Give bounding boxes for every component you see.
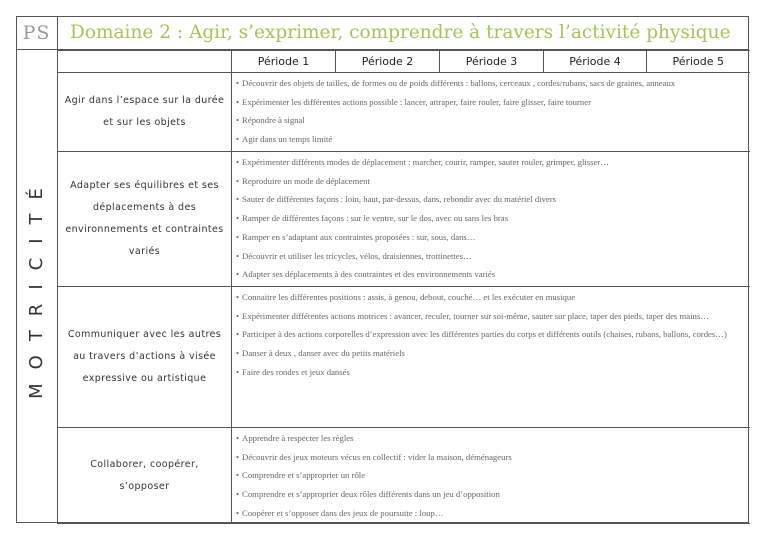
bullet-icon: • — [236, 507, 240, 518]
bullet-icon: • — [236, 134, 240, 145]
side-label-column — [16, 50, 58, 523]
period-header: Période 3 — [440, 51, 544, 73]
list-item: • Découvrir et utiliser les tricycles, vélos, draisiennes, trottinettes… — [236, 250, 472, 261]
bullet-icon: • — [236, 366, 240, 377]
bullet-icon: • — [236, 231, 240, 242]
table-row — [58, 287, 750, 428]
table-row — [58, 428, 750, 524]
list-item: • Coopérer et s’opposer dans des jeux de poursuite : loup… — [236, 507, 444, 518]
bullet-icon: • — [236, 292, 240, 302]
list-item: • Comprendre et s’approprier un rôle — [236, 470, 366, 481]
competence-items — [232, 73, 750, 152]
bullet-icon: • — [236, 213, 240, 224]
bullet-icon: • — [236, 329, 240, 340]
list-item: • Ramper en s’adaptant aux contraintes proposées : sur, sous, dans… — [236, 231, 476, 242]
competence-label: Collaborer, coopérer, s’opposer — [58, 428, 232, 524]
side-label: MOTRICITÉ — [26, 174, 48, 399]
bullet-icon: • — [236, 250, 240, 261]
bullet-icon: • — [236, 115, 240, 126]
bullet-icon: • — [236, 348, 240, 359]
competence-label: Agir dans l’espace sur la durée et sur les objets — [58, 73, 232, 152]
list-item: • Agir dans un temps limité — [236, 134, 333, 145]
list-item: • Apprendre à respecter les règles — [236, 433, 354, 443]
list-item: • Danser à deux , danser avec du petits matériels — [236, 348, 405, 359]
list-item: • Expérimenter les différentes actions possible : lancer, attraper, faire rouler, faire glisser, faire tourner — [236, 96, 591, 107]
competence-label: Communiquer avec les autres au travers d’actions à visée expressive ou artistique — [58, 287, 232, 428]
bullet-icon: • — [236, 489, 240, 500]
bullet-icon: • — [236, 451, 240, 462]
competence-items — [232, 152, 750, 287]
list-item: • Découvrir des jeux moteurs vécus en collectif : vider la maison, déménageurs — [236, 451, 512, 462]
bullet-icon: • — [236, 433, 240, 443]
period-header: Période 5 — [647, 51, 750, 73]
header-row — [16, 16, 749, 50]
bullet-icon: • — [236, 78, 240, 88]
level-label: PS — [16, 16, 58, 49]
competence-label: Adapter ses équilibres et ses déplacements à des environnements et contraintes variés — [58, 152, 232, 287]
competence-items — [232, 287, 750, 428]
list-item: • Faire des rondes et jeux dansés — [236, 366, 350, 377]
period-header: Période 2 — [336, 51, 440, 73]
bullet-icon: • — [236, 194, 240, 205]
list-item: • Connaitre les différentes positions : assis, à genou, debout, couché… et les exécuter en musique — [236, 292, 576, 302]
programme-table — [57, 50, 750, 524]
list-item: • Découvrir des objets de tailles, de formes ou de poids différents : ballons, cerceaux , cordes/rubans, sacs de graines, anneaux — [236, 78, 676, 88]
period-header: Période 1 — [232, 51, 336, 73]
period-header: Période 4 — [544, 51, 647, 73]
table-row — [58, 152, 750, 287]
list-item: • Expérimenter différentes actions motrices : avancer, reculer, tourner sur soi-même, sauter sur place, taper des pieds, taper des mains… — [236, 310, 709, 321]
corner-cell — [58, 51, 232, 73]
list-item: • Ramper de différentes façons : sur le ventre, sur le dos, avec ou sans les bras — [236, 213, 508, 224]
domain-title: Domaine 2 : Agir, s’exprimer, comprendre à travers l’activité physique — [70, 22, 731, 43]
list-item: • Comprendre et s’approprier deux rôles différents dans un jeu d’opposition — [236, 489, 500, 500]
bullet-icon: • — [236, 175, 240, 186]
list-item: • Expérimenter différents modes de déplacement : marcher, courir, ramper, sauter rouler, grimper, glisser… — [236, 157, 609, 167]
table-row — [58, 73, 750, 152]
bullet-icon: • — [236, 310, 240, 321]
bullet-icon: • — [236, 470, 240, 481]
list-item: • Adapter ses déplacements à des contraintes et des environnements variés — [236, 269, 496, 280]
bullet-icon: • — [236, 157, 240, 167]
list-item: • Sauter de différentes façons : loin, haut, par-dessus, dans, rebondir avec du matériel divers — [236, 194, 557, 205]
list-item: • Répondre à signal — [236, 115, 305, 126]
list-item: • Reproduire un mode de déplacement — [236, 175, 370, 186]
list-item: • Participer à des actions corporelles d’expression avec les différentes parties du corps et différents outils (chaises, rubans, ballons, cordes…) — [236, 329, 727, 340]
competence-items — [232, 428, 750, 524]
bullet-icon: • — [236, 269, 240, 280]
period-header-row — [58, 51, 750, 73]
bullet-icon: • — [236, 96, 240, 107]
